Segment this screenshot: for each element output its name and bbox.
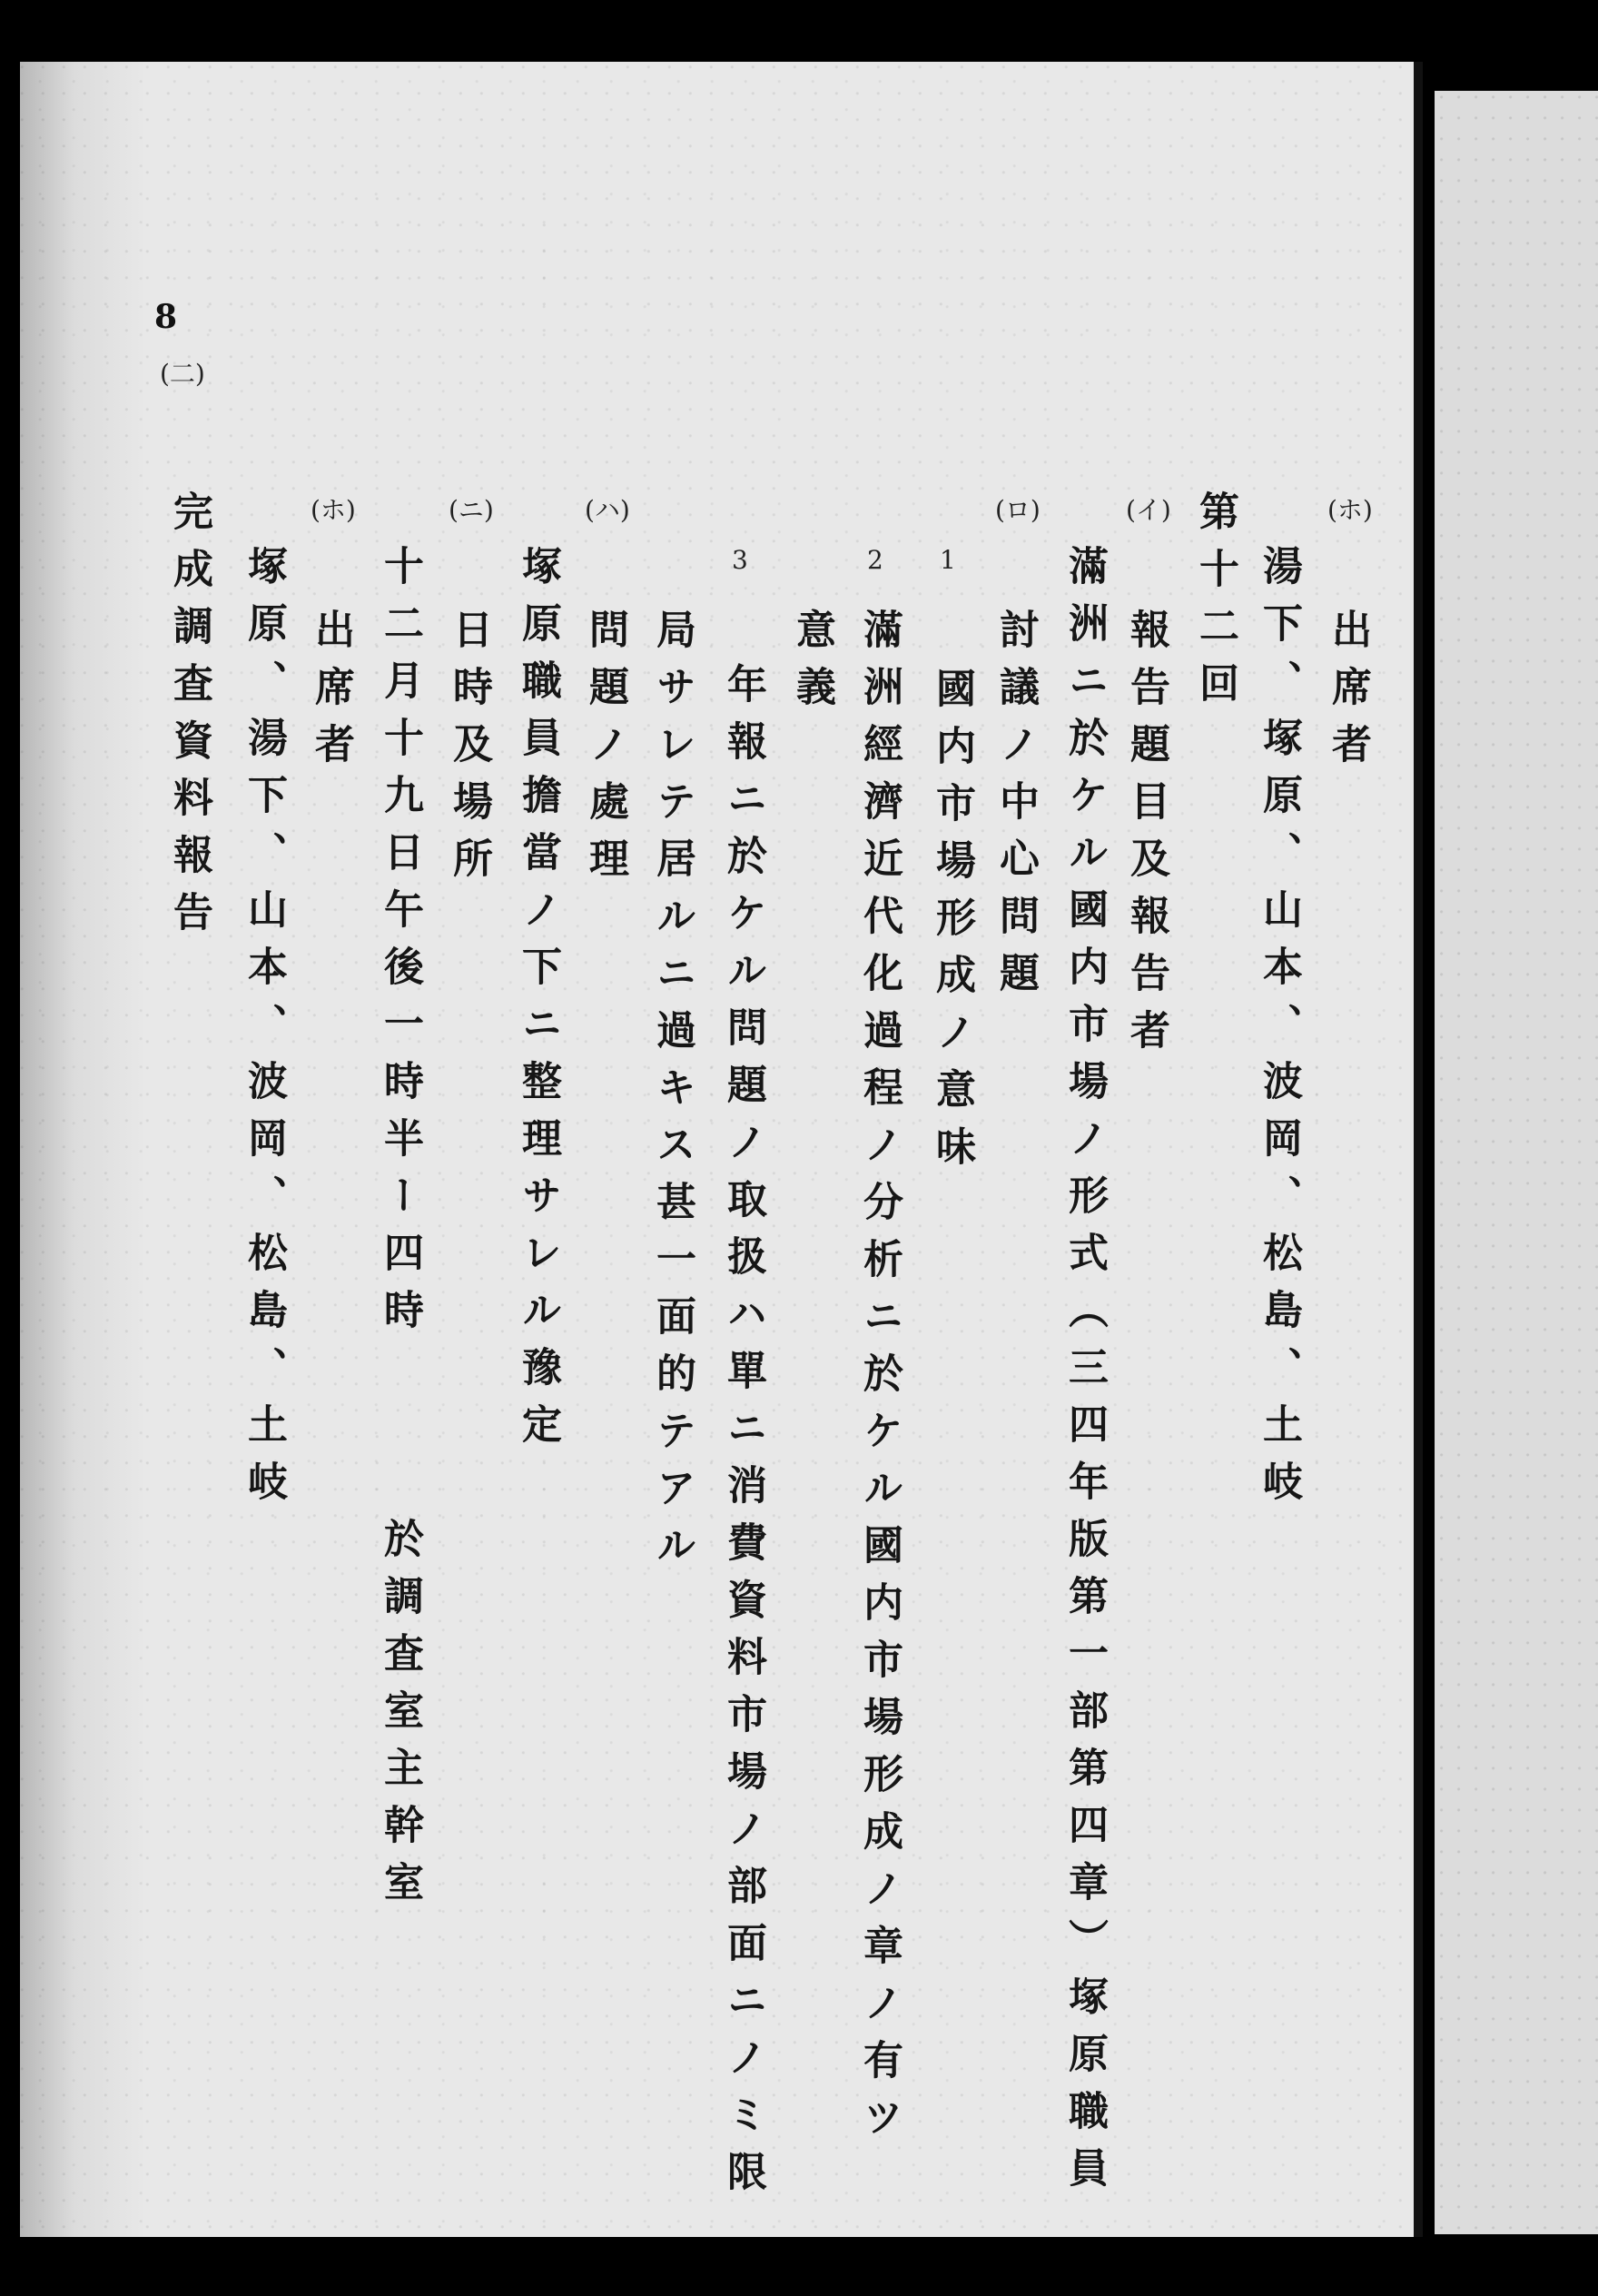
text-column: 討議ノ中心問題 [992, 609, 1039, 1009]
text-column: 滿洲經濟近代化過程ノ分析ニ於ケル國内市場形成ノ章ノ有ツ [856, 609, 903, 2153]
text-column: 出席者 [1325, 609, 1371, 780]
page-number: 8 [154, 298, 178, 336]
text-column: 出席者 [308, 609, 354, 780]
text-column: 問題ノ處理 [582, 609, 628, 895]
column-marker: (ホ) [1327, 495, 1373, 525]
text-column: 塚原、湯下、山本、波岡、松島、土岐 [241, 545, 287, 1518]
text-column: 局サレテ居ルニ過キス甚一面的テアル [649, 609, 695, 1581]
text-column: 完成調査資料報告 [166, 490, 212, 948]
text-column: 日時及場所 [446, 609, 492, 895]
page-edge-shadow [1414, 62, 1423, 2237]
column-marker: (ハ) [585, 495, 630, 525]
text-column: 塚原職員擔當ノ下ニ整理サレル豫定 [515, 545, 561, 1460]
column-marker: (ホ) [311, 495, 356, 525]
text-column: 國内市場形成ノ意味 [929, 668, 975, 1183]
column-marker: (イ) [1126, 495, 1171, 525]
column-marker: 1 [940, 545, 956, 575]
text-column: 報告題目及報告者 [1123, 609, 1169, 1066]
adjacent-page-sliver [1435, 91, 1598, 2234]
text-column: 第十二回 [1192, 490, 1238, 719]
text-column: 年報ニ於ケル問題ノ取扱ハ單ニ消費資料市場ノ部面ニノミ限 [720, 663, 766, 2208]
column-marker: 2 [867, 545, 883, 575]
column-marker: (ロ) [995, 495, 1041, 525]
text-column: 十二月十九日午後一時半ー四時 於調査室主幹室 [377, 545, 423, 1918]
text-column: 湯下、塚原、山本、波岡、松島、土岐 [1256, 545, 1302, 1518]
text-column: 意義 [789, 609, 835, 723]
text-column: 滿洲ニ於ケル國内市場ノ形式（三四年版第一部第四章）塚原職員 [1061, 545, 1108, 2204]
column-marker: (二) [160, 359, 205, 389]
column-marker: (ニ) [449, 495, 494, 525]
column-marker: 3 [732, 545, 748, 575]
